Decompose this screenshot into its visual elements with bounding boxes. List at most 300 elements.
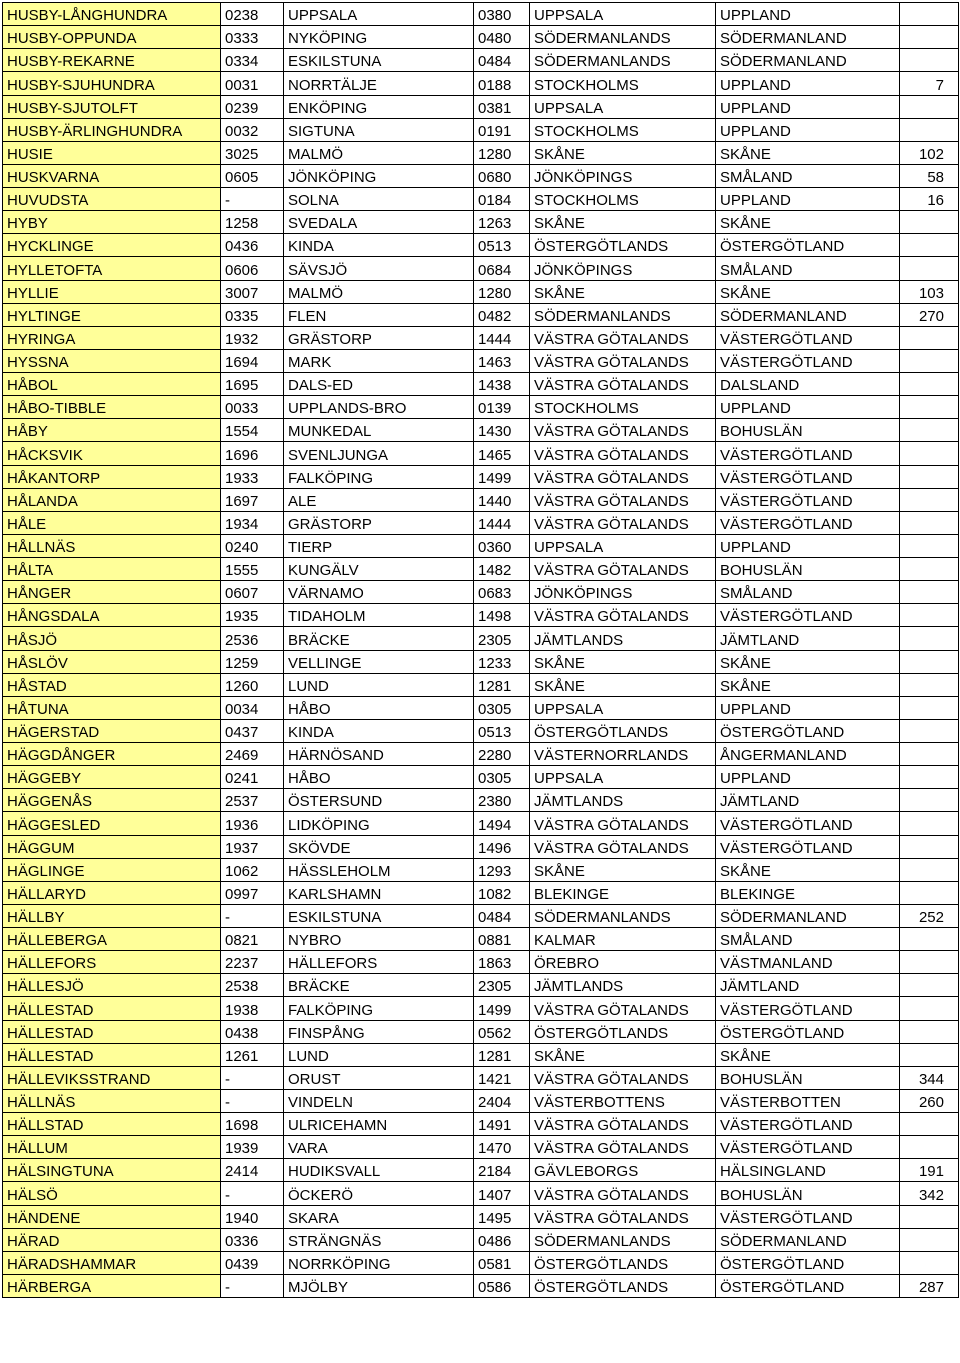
table-row: [3, 789, 959, 812]
table-row: [3, 1205, 959, 1228]
parish-cell: HUSBY-SJUTOLFT: [3, 95, 221, 118]
parish-code-cell: 0333: [221, 26, 284, 49]
count-cell: [900, 118, 959, 141]
municipality-code-cell: 1430: [474, 419, 530, 442]
municipality-code-cell: 2380: [474, 789, 530, 812]
count-cell: [900, 511, 959, 534]
municipality-code-cell: 0581: [474, 1251, 530, 1274]
table-row: [3, 1159, 959, 1182]
municipality-cell: FINSPÅNG: [284, 1020, 474, 1043]
parish-code-cell: 0607: [221, 581, 284, 604]
province-cell: SKÅNE: [716, 673, 900, 696]
municipality-cell: HÅBO: [284, 766, 474, 789]
province-cell: SKÅNE: [716, 141, 900, 164]
county-cell: VÄSTRA GÖTALANDS: [530, 326, 716, 349]
municipality-cell: BRÄCKE: [284, 974, 474, 997]
county-cell: VÄSTRA GÖTALANDS: [530, 812, 716, 835]
municipality-code-cell: 1482: [474, 558, 530, 581]
count-cell: [900, 789, 959, 812]
table-row: [3, 396, 959, 419]
parish-cell: HÅNGSDALA: [3, 604, 221, 627]
county-cell: VÄSTERBOTTENS: [530, 1089, 716, 1112]
count-cell: [900, 696, 959, 719]
municipality-cell: FLEN: [284, 303, 474, 326]
municipality-code-cell: 1863: [474, 951, 530, 974]
parish-cell: HÅLANDA: [3, 488, 221, 511]
parish-cell: HÅBOL: [3, 373, 221, 396]
count-cell: [900, 1228, 959, 1251]
parish-cell: HÄNDENE: [3, 1205, 221, 1228]
province-cell: SÖDERMANLAND: [716, 303, 900, 326]
parish-cell: HYSSNA: [3, 349, 221, 372]
parish-cell: HÄLLNÄS: [3, 1089, 221, 1112]
count-cell: [900, 3, 959, 26]
table-row: [3, 627, 959, 650]
municipality-cell: HÄRNÖSAND: [284, 743, 474, 766]
parish-cell: HÄRAD: [3, 1228, 221, 1251]
province-cell: HÄLSINGLAND: [716, 1159, 900, 1182]
county-cell: VÄSTRA GÖTALANDS: [530, 1182, 716, 1205]
province-cell: BLEKINGE: [716, 881, 900, 904]
parish-cell: HÅLE: [3, 511, 221, 534]
parish-cell: HUSBY-REKARNE: [3, 49, 221, 72]
count-cell: [900, 373, 959, 396]
county-cell: BLEKINGE: [530, 881, 716, 904]
count-cell: 102: [900, 141, 959, 164]
count-cell: 103: [900, 280, 959, 303]
count-cell: 260: [900, 1089, 959, 1112]
count-cell: [900, 396, 959, 419]
province-cell: VÄSTERGÖTLAND: [716, 997, 900, 1020]
municipality-code-cell: 0482: [474, 303, 530, 326]
municipality-cell: KINDA: [284, 719, 474, 742]
count-cell: [900, 719, 959, 742]
table-row: [3, 1043, 959, 1066]
count-cell: [900, 627, 959, 650]
table-row: [3, 1113, 959, 1136]
province-cell: VÄSTERGÖTLAND: [716, 465, 900, 488]
province-cell: UPPLAND: [716, 766, 900, 789]
parish-code-cell: 1258: [221, 211, 284, 234]
province-cell: UPPLAND: [716, 534, 900, 557]
municipality-cell: ALE: [284, 488, 474, 511]
count-cell: [900, 211, 959, 234]
municipality-code-cell: 1470: [474, 1136, 530, 1159]
parish-cell: HÄLLBY: [3, 904, 221, 927]
municipality-cell: JÖNKÖPING: [284, 164, 474, 187]
parish-cell: HÅKANTORP: [3, 465, 221, 488]
county-cell: JÖNKÖPINGS: [530, 581, 716, 604]
municipality-code-cell: 1438: [474, 373, 530, 396]
table-row: [3, 1066, 959, 1089]
parish-code-cell: 1938: [221, 997, 284, 1020]
table-row: [3, 1136, 959, 1159]
province-cell: SKÅNE: [716, 858, 900, 881]
municipality-cell: GRÄSTORP: [284, 326, 474, 349]
parish-cell: HUSIE: [3, 141, 221, 164]
municipality-cell: VELLINGE: [284, 650, 474, 673]
parish-cell: HUSBY-OPPUNDA: [3, 26, 221, 49]
count-cell: [900, 766, 959, 789]
parish-code-cell: 1259: [221, 650, 284, 673]
table-row: [3, 442, 959, 465]
province-cell: JÄMTLAND: [716, 627, 900, 650]
table-row: [3, 1251, 959, 1274]
table-row: [3, 3, 959, 26]
province-cell: UPPLAND: [716, 396, 900, 419]
table-row: [3, 234, 959, 257]
municipality-cell: VÄRNAMO: [284, 581, 474, 604]
municipality-code-cell: 0305: [474, 696, 530, 719]
county-cell: VÄSTRA GÖTALANDS: [530, 997, 716, 1020]
county-cell: ÖREBRO: [530, 951, 716, 974]
province-cell: ÖSTERGÖTLAND: [716, 1274, 900, 1297]
province-cell: ÖSTERGÖTLAND: [716, 1020, 900, 1043]
municipality-cell: FALKÖPING: [284, 997, 474, 1020]
count-cell: [900, 951, 959, 974]
province-cell: VÄSTERGÖTLAND: [716, 349, 900, 372]
parish-code-cell: 1940: [221, 1205, 284, 1228]
county-cell: SÖDERMANLANDS: [530, 1228, 716, 1251]
parish-code-cell: 1260: [221, 673, 284, 696]
municipality-code-cell: 1281: [474, 673, 530, 696]
table-row: [3, 1020, 959, 1043]
parish-code-cell: 1554: [221, 419, 284, 442]
province-cell: ÖSTERGÖTLAND: [716, 1251, 900, 1274]
county-cell: UPPSALA: [530, 696, 716, 719]
table-row: [3, 812, 959, 835]
parish-cell: HÄLLEFORS: [3, 951, 221, 974]
count-cell: [900, 26, 959, 49]
county-cell: JÄMTLANDS: [530, 627, 716, 650]
municipality-cell: ORUST: [284, 1066, 474, 1089]
municipality-cell: KARLSHAMN: [284, 881, 474, 904]
municipality-cell: MALMÖ: [284, 280, 474, 303]
parish-code-cell: 2414: [221, 1159, 284, 1182]
parish-code-cell: 1261: [221, 1043, 284, 1066]
count-cell: [900, 442, 959, 465]
municipality-cell: ESKILSTUNA: [284, 49, 474, 72]
count-cell: [900, 743, 959, 766]
parish-cell: HÄLLEVIKSSTRAND: [3, 1066, 221, 1089]
municipality-code-cell: 1499: [474, 465, 530, 488]
municipality-cell: UPPLANDS-BRO: [284, 396, 474, 419]
province-cell: UPPLAND: [716, 696, 900, 719]
table-row: [3, 349, 959, 372]
count-cell: [900, 419, 959, 442]
municipality-code-cell: 0680: [474, 164, 530, 187]
parish-code-cell: 1936: [221, 812, 284, 835]
county-cell: VÄSTRA GÖTALANDS: [530, 558, 716, 581]
table-row: [3, 558, 959, 581]
parish-table: [2, 2, 959, 1298]
municipality-cell: KINDA: [284, 234, 474, 257]
municipality-cell: BRÄCKE: [284, 627, 474, 650]
count-cell: [900, 1113, 959, 1136]
parish-code-cell: 2536: [221, 627, 284, 650]
municipality-cell: MUNKEDAL: [284, 419, 474, 442]
county-cell: SÖDERMANLANDS: [530, 26, 716, 49]
municipality-cell: HÅBO: [284, 696, 474, 719]
count-cell: [900, 835, 959, 858]
province-cell: SKÅNE: [716, 650, 900, 673]
parish-cell: HUSKVARNA: [3, 164, 221, 187]
parish-code-cell: 0334: [221, 49, 284, 72]
province-cell: VÄSTERGÖTLAND: [716, 442, 900, 465]
parish-code-cell: 1939: [221, 1136, 284, 1159]
parish-code-cell: 0438: [221, 1020, 284, 1043]
county-cell: SKÅNE: [530, 673, 716, 696]
province-cell: VÄSTERGÖTLAND: [716, 326, 900, 349]
county-cell: UPPSALA: [530, 95, 716, 118]
table-row: [3, 766, 959, 789]
parish-code-cell: 0821: [221, 928, 284, 951]
province-cell: SÖDERMANLAND: [716, 26, 900, 49]
count-cell: [900, 326, 959, 349]
parish-code-cell: 1555: [221, 558, 284, 581]
province-cell: ÖSTERGÖTLAND: [716, 719, 900, 742]
province-cell: JÄMTLAND: [716, 789, 900, 812]
municipality-code-cell: 1082: [474, 881, 530, 904]
parish-cell: HÄLSINGTUNA: [3, 1159, 221, 1182]
county-cell: VÄSTRA GÖTALANDS: [530, 419, 716, 442]
count-cell: [900, 1043, 959, 1066]
table-row: [3, 881, 959, 904]
municipality-code-cell: 1280: [474, 141, 530, 164]
municipality-code-cell: 1421: [474, 1066, 530, 1089]
municipality-cell: TIDAHOLM: [284, 604, 474, 627]
count-cell: [900, 1136, 959, 1159]
count-cell: [900, 928, 959, 951]
parish-code-cell: -: [221, 1066, 284, 1089]
municipality-code-cell: 1499: [474, 997, 530, 1020]
count-cell: [900, 1251, 959, 1274]
parish-code-cell: 1698: [221, 1113, 284, 1136]
table-row: [3, 373, 959, 396]
province-cell: SKÅNE: [716, 280, 900, 303]
municipality-code-cell: 0305: [474, 766, 530, 789]
municipality-code-cell: 0380: [474, 3, 530, 26]
count-cell: [900, 650, 959, 673]
municipality-code-cell: 1293: [474, 858, 530, 881]
parish-cell: HUSBY-LÅNGHUNDRA: [3, 3, 221, 26]
municipality-cell: UPPSALA: [284, 3, 474, 26]
table-row: [3, 188, 959, 211]
municipality-cell: ÖSTERSUND: [284, 789, 474, 812]
municipality-cell: ENKÖPING: [284, 95, 474, 118]
count-cell: [900, 234, 959, 257]
parish-cell: HYLTINGE: [3, 303, 221, 326]
county-cell: UPPSALA: [530, 534, 716, 557]
municipality-cell: SVENLJUNGA: [284, 442, 474, 465]
county-cell: SKÅNE: [530, 280, 716, 303]
count-cell: [900, 257, 959, 280]
county-cell: VÄSTRA GÖTALANDS: [530, 349, 716, 372]
county-cell: VÄSTRA GÖTALANDS: [530, 835, 716, 858]
parish-cell: HUSBY-SJUHUNDRA: [3, 72, 221, 95]
province-cell: BOHUSLÄN: [716, 419, 900, 442]
county-cell: VÄSTRA GÖTALANDS: [530, 442, 716, 465]
parish-cell: HÄGGEBY: [3, 766, 221, 789]
province-cell: VÄSTERGÖTLAND: [716, 1205, 900, 1228]
parish-code-cell: 1694: [221, 349, 284, 372]
municipality-code-cell: 0684: [474, 257, 530, 280]
table-row: [3, 904, 959, 927]
province-cell: VÄSTERGÖTLAND: [716, 488, 900, 511]
table-row: [3, 997, 959, 1020]
table-row: [3, 928, 959, 951]
county-cell: UPPSALA: [530, 3, 716, 26]
parish-code-cell: 2469: [221, 743, 284, 766]
province-cell: ÖSTERGÖTLAND: [716, 234, 900, 257]
municipality-cell: DALS-ED: [284, 373, 474, 396]
county-cell: VÄSTRA GÖTALANDS: [530, 1113, 716, 1136]
municipality-cell: LIDKÖPING: [284, 812, 474, 835]
municipality-code-cell: 2305: [474, 974, 530, 997]
parish-code-cell: 0437: [221, 719, 284, 742]
parish-code-cell: 1937: [221, 835, 284, 858]
county-cell: ÖSTERGÖTLANDS: [530, 1251, 716, 1274]
table-row: [3, 534, 959, 557]
count-cell: 252: [900, 904, 959, 927]
county-cell: SKÅNE: [530, 141, 716, 164]
count-cell: [900, 1020, 959, 1043]
municipality-cell: GRÄSTORP: [284, 511, 474, 534]
municipality-code-cell: 0191: [474, 118, 530, 141]
province-cell: BOHUSLÄN: [716, 558, 900, 581]
count-cell: [900, 558, 959, 581]
count-cell: [900, 858, 959, 881]
parish-code-cell: 0997: [221, 881, 284, 904]
municipality-code-cell: 1444: [474, 511, 530, 534]
province-cell: VÄSTERGÖTLAND: [716, 604, 900, 627]
parish-cell: HÄLLEBERGA: [3, 928, 221, 951]
table-row: [3, 1228, 959, 1251]
municipality-cell: LUND: [284, 1043, 474, 1066]
parish-code-cell: -: [221, 1089, 284, 1112]
municipality-cell: SIGTUNA: [284, 118, 474, 141]
municipality-cell: SOLNA: [284, 188, 474, 211]
municipality-code-cell: 2280: [474, 743, 530, 766]
province-cell: UPPLAND: [716, 95, 900, 118]
parish-cell: HÄLLESTAD: [3, 1020, 221, 1043]
parish-cell: HÄGGUM: [3, 835, 221, 858]
table-row: [3, 465, 959, 488]
county-cell: VÄSTRA GÖTALANDS: [530, 488, 716, 511]
municipality-code-cell: 0381: [474, 95, 530, 118]
parish-cell: HÄLLESTAD: [3, 1043, 221, 1066]
municipality-code-cell: 0513: [474, 719, 530, 742]
parish-code-cell: 1697: [221, 488, 284, 511]
parish-cell: HÄRADSHAMMAR: [3, 1251, 221, 1274]
table-row: [3, 419, 959, 442]
parish-cell: HÅCKSVIK: [3, 442, 221, 465]
parish-code-cell: 0240: [221, 534, 284, 557]
municipality-cell: ESKILSTUNA: [284, 904, 474, 927]
province-cell: SKÅNE: [716, 1043, 900, 1066]
municipality-cell: NORRKÖPING: [284, 1251, 474, 1274]
municipality-code-cell: 0184: [474, 188, 530, 211]
parish-code-cell: 2237: [221, 951, 284, 974]
parish-cell: HÅTUNA: [3, 696, 221, 719]
municipality-cell: TIERP: [284, 534, 474, 557]
province-cell: SMÅLAND: [716, 164, 900, 187]
parish-cell: HYRINGA: [3, 326, 221, 349]
municipality-code-cell: 1263: [474, 211, 530, 234]
municipality-code-cell: 0586: [474, 1274, 530, 1297]
parish-code-cell: 0033: [221, 396, 284, 419]
parish-code-cell: 0032: [221, 118, 284, 141]
county-cell: JÄMTLANDS: [530, 789, 716, 812]
province-cell: BOHUSLÄN: [716, 1182, 900, 1205]
parish-cell: HÄGERSTAD: [3, 719, 221, 742]
count-cell: [900, 673, 959, 696]
municipality-cell: KUNGÄLV: [284, 558, 474, 581]
parish-cell: HYBY: [3, 211, 221, 234]
municipality-cell: MJÖLBY: [284, 1274, 474, 1297]
table-body: [3, 3, 959, 1298]
county-cell: JÄMTLANDS: [530, 974, 716, 997]
municipality-cell: NYBRO: [284, 928, 474, 951]
municipality-code-cell: 1495: [474, 1205, 530, 1228]
parish-cell: HÄLLARYD: [3, 881, 221, 904]
municipality-code-cell: 0484: [474, 49, 530, 72]
county-cell: VÄSTRA GÖTALANDS: [530, 1136, 716, 1159]
municipality-code-cell: 0562: [474, 1020, 530, 1043]
municipality-cell: SKARA: [284, 1205, 474, 1228]
parish-cell: HÅBO-TIBBLE: [3, 396, 221, 419]
count-cell: [900, 974, 959, 997]
municipality-code-cell: 1407: [474, 1182, 530, 1205]
municipality-code-cell: 0139: [474, 396, 530, 419]
municipality-cell: HUDIKSVALL: [284, 1159, 474, 1182]
parish-code-cell: 0606: [221, 257, 284, 280]
table-row: [3, 26, 959, 49]
municipality-cell: STRÄNGNÄS: [284, 1228, 474, 1251]
municipality-code-cell: 2404: [474, 1089, 530, 1112]
parish-cell: HÄLLSTAD: [3, 1113, 221, 1136]
province-cell: SMÅLAND: [716, 581, 900, 604]
count-cell: [900, 349, 959, 372]
municipality-code-cell: 2184: [474, 1159, 530, 1182]
province-cell: VÄSTERGÖTLAND: [716, 1136, 900, 1159]
municipality-cell: SVEDALA: [284, 211, 474, 234]
table-row: [3, 141, 959, 164]
province-cell: VÄSTERBOTTEN: [716, 1089, 900, 1112]
table-row: [3, 511, 959, 534]
county-cell: STOCKHOLMS: [530, 72, 716, 95]
count-cell: [900, 49, 959, 72]
county-cell: SKÅNE: [530, 1043, 716, 1066]
parish-cell: HYLLETOFTA: [3, 257, 221, 280]
count-cell: 344: [900, 1066, 959, 1089]
municipality-code-cell: 0480: [474, 26, 530, 49]
parish-cell: HUVUDSTA: [3, 188, 221, 211]
table-row: [3, 95, 959, 118]
table-row: [3, 211, 959, 234]
municipality-code-cell: 0188: [474, 72, 530, 95]
county-cell: ÖSTERGÖTLANDS: [530, 1020, 716, 1043]
county-cell: SKÅNE: [530, 858, 716, 881]
parish-code-cell: 1934: [221, 511, 284, 534]
table-row: [3, 719, 959, 742]
table-row: [3, 1274, 959, 1297]
province-cell: VÄSTERGÖTLAND: [716, 812, 900, 835]
table-row: [3, 673, 959, 696]
parish-code-cell: 2538: [221, 974, 284, 997]
table-row: [3, 604, 959, 627]
count-cell: [900, 604, 959, 627]
